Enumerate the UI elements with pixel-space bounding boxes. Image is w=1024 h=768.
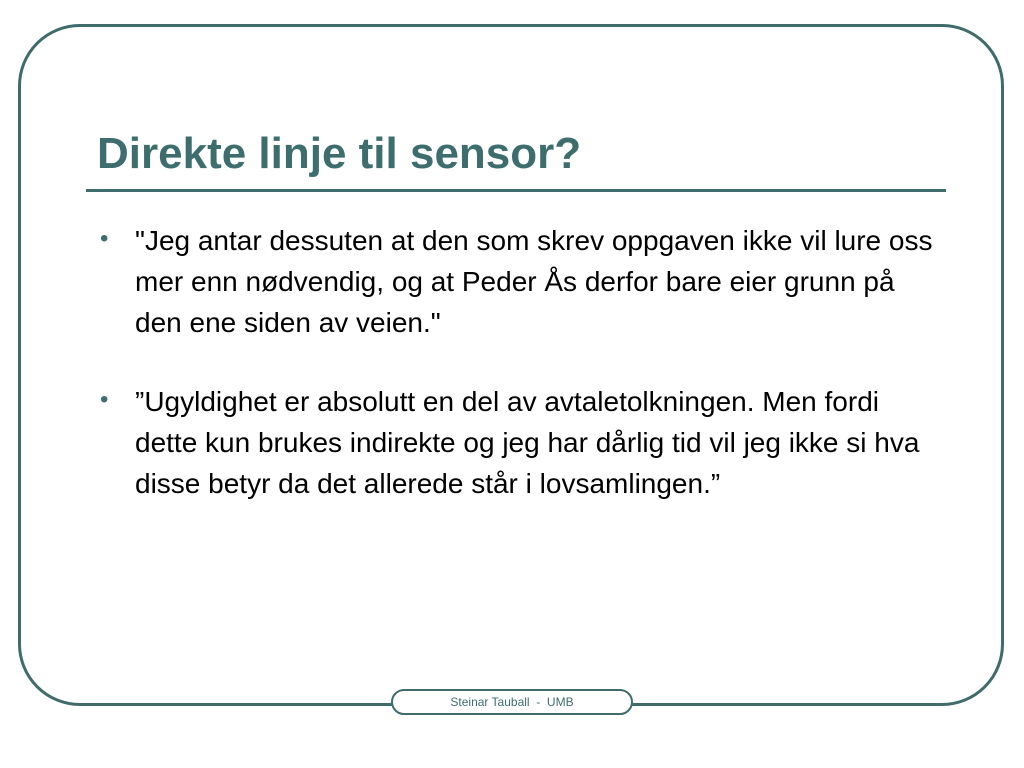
slide-title: Direkte linje til sensor? bbox=[97, 129, 582, 178]
bullet-item bbox=[97, 220, 947, 343]
bullet-list bbox=[97, 220, 947, 504]
title-underline bbox=[86, 189, 946, 192]
bullet-text: ”Ugyldighet er absolutt en del av avtaletolkningen. Men fordi dette kun brukes indirekte og jeg har dårlig tid vil jeg ikke si hva disse betyr da det allerede står i lovsamlingen.” bbox=[135, 386, 920, 499]
footer-box bbox=[391, 689, 633, 715]
bullet-icon: • bbox=[100, 225, 109, 252]
bullet-text: "Jeg antar dessuten at den som skrev oppgaven ikke vil lure oss mer enn nødvendig, og at Peder Ås derfor bare eier grunn på den ene siden av veien." bbox=[135, 225, 933, 338]
footer-text: Steinar Tauball - UMB bbox=[450, 695, 574, 709]
bullet-item bbox=[97, 381, 947, 504]
bullet-icon: • bbox=[100, 386, 109, 413]
